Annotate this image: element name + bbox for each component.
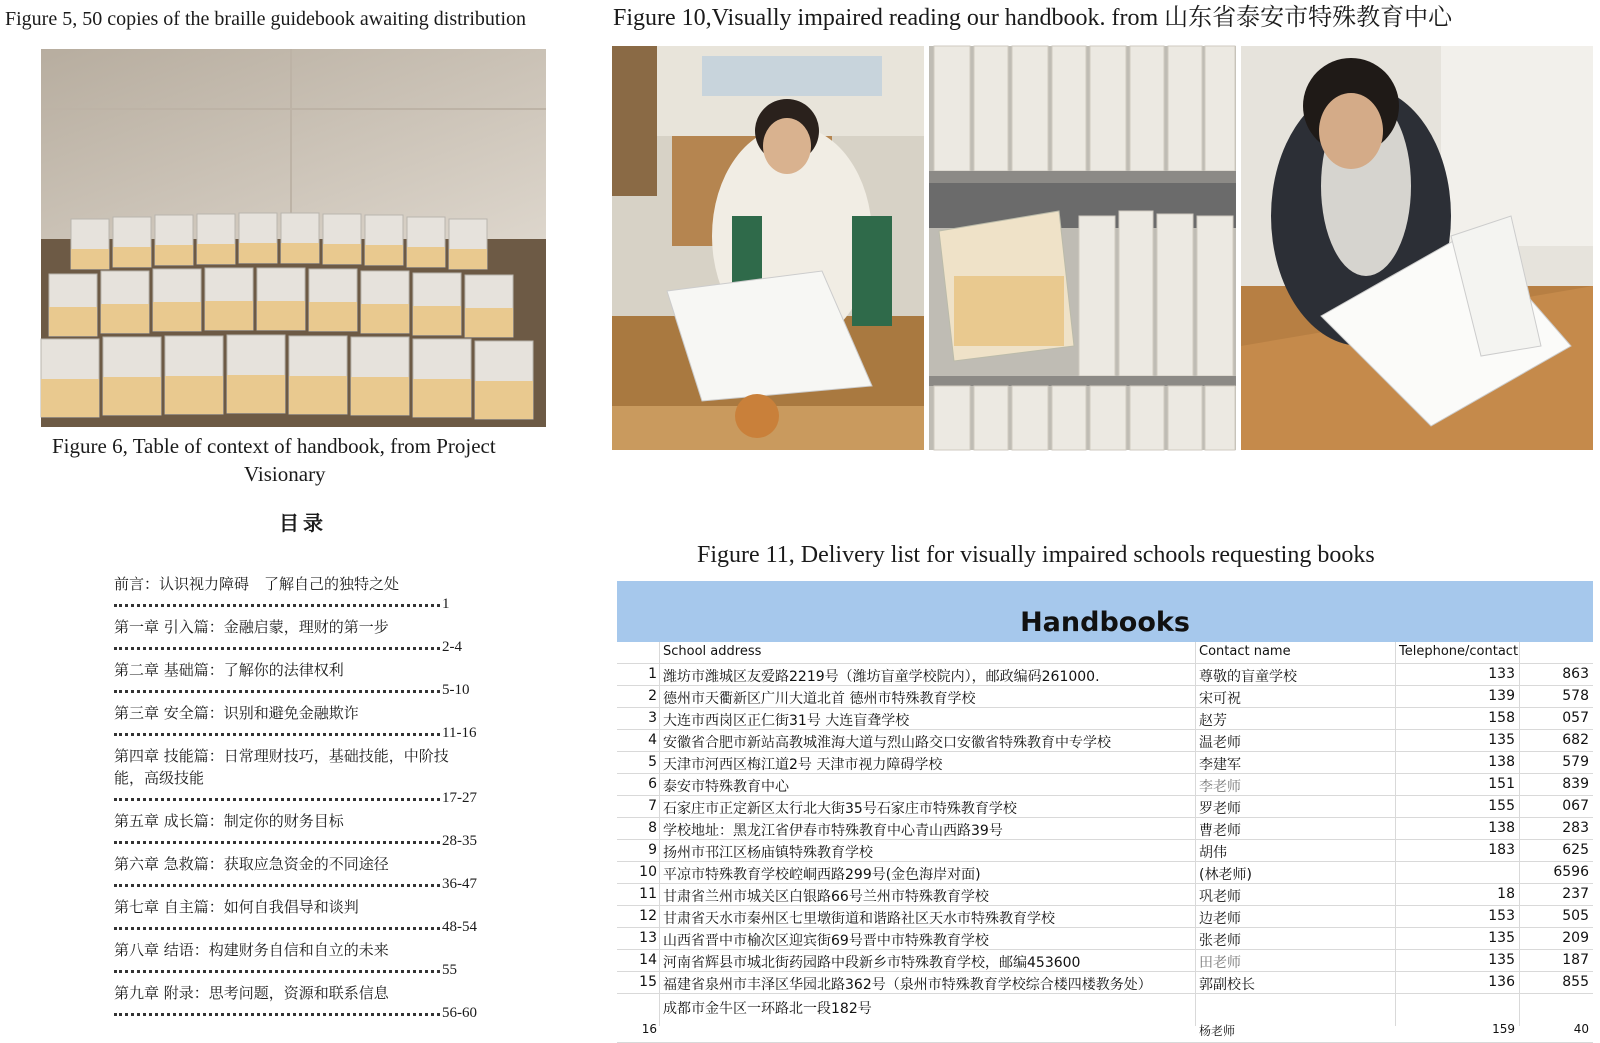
toc-title: 目录	[279, 511, 327, 535]
toc-entry	[114, 702, 486, 744]
toc-leader	[114, 681, 486, 701]
toc-entry	[114, 573, 486, 615]
contact-name-cell: 宋可祝	[1199, 691, 1241, 707]
school-address-cell: 河南省辉县市城北街药园路中段新乡市特殊教育学校，邮编453600	[663, 955, 1081, 971]
toc-leader	[114, 638, 486, 658]
row-number: 4	[648, 732, 657, 748]
toc-dot-leader	[114, 1013, 440, 1016]
toc-entry-title: 第五章 成长篇：制定你的财务目标	[114, 812, 344, 830]
header-contact-name: Contact name	[1199, 644, 1291, 659]
toc-leader	[114, 918, 486, 938]
table-row	[617, 664, 1593, 686]
contact-name-cell: 李老师	[1199, 779, 1241, 795]
table-row	[617, 884, 1593, 906]
school-address-cell: 平凉市特殊教育学校崆峒西路299号(金色海岸对面)	[663, 867, 981, 883]
school-address-cell: 天津市河西区梅江道2号 天津市视力障碍学校	[663, 757, 943, 773]
telephone-cell: 139	[1488, 688, 1515, 704]
figure-5-caption: Figure 5, 50 copies of the braille guidebook awaiting distribution	[5, 8, 527, 30]
toc-page-number: 28-35	[442, 833, 477, 849]
telephone-suffix-cell: 855	[1562, 974, 1589, 990]
row-number: 11	[639, 886, 657, 902]
header-school-address: School address	[663, 644, 762, 659]
student-turning-pages-photo	[1241, 46, 1593, 450]
toc-leader	[114, 595, 486, 615]
toc-page-number: 36-47	[442, 876, 477, 892]
row-number: 1	[648, 666, 657, 682]
table-row	[617, 752, 1593, 774]
contact-name-cell: 边老师	[1199, 911, 1241, 927]
contact-name-cell: 张老师	[1199, 933, 1241, 949]
toc-entry-title: 第八章 结语：构建财务自信和自立的未来	[114, 941, 389, 959]
row-number: 7	[648, 798, 657, 814]
contact-name-cell: 曹老师	[1199, 823, 1241, 839]
toc-page-number: 17-27	[442, 790, 477, 806]
toc-leader	[114, 724, 486, 744]
delivery-table	[617, 581, 1593, 1038]
table-grid	[617, 642, 1593, 1043]
toc-entry-title: 第九章 附录：思考问题，资源和联系信息	[114, 984, 389, 1002]
table-row	[617, 730, 1593, 752]
toc-page-number: 56-60	[442, 1005, 477, 1021]
school-address-cell: 大连市西岗区正仁街31号 大连盲聋学校	[663, 713, 910, 729]
toc-entry-title: 第六章 急救篇：获取应急资金的不同途径	[114, 855, 389, 873]
telephone-cell: 183	[1488, 842, 1515, 858]
telephone-cell: 158	[1488, 710, 1515, 726]
telephone-suffix-cell: 40	[1573, 1022, 1589, 1036]
toc-dot-leader	[114, 690, 440, 693]
header-telephone: Telephone/contact	[1399, 644, 1519, 659]
school-address-cell: 甘肃省天水市秦州区七里墩街道和谐路社区天水市特殊教育学校	[663, 911, 1055, 927]
telephone-suffix-cell: 578	[1562, 688, 1589, 704]
toc-dot-leader	[114, 970, 440, 973]
telephone-suffix-cell: 579	[1562, 754, 1589, 770]
toc-entry-title: 前言：认识视力障碍 了解自己的独特之处	[114, 575, 400, 593]
telephone-suffix-cell: 237	[1562, 886, 1589, 902]
telephone-cell: 136	[1488, 974, 1515, 990]
telephone-cell: 135	[1488, 952, 1515, 968]
toc-dot-leader	[114, 927, 440, 930]
toc-dot-leader	[114, 604, 440, 607]
toc-page-number: 11-16	[442, 725, 477, 741]
contact-name-cell: 巩老师	[1199, 889, 1241, 905]
toc-dot-leader	[114, 733, 440, 736]
toc-dot-leader	[114, 798, 440, 801]
telephone-suffix-cell: 067	[1562, 798, 1589, 814]
table-row	[617, 928, 1593, 950]
toc-dot-leader	[114, 841, 440, 844]
toc-leader	[114, 789, 486, 809]
telephone-suffix-cell: 505	[1562, 908, 1589, 924]
telephone-suffix-cell: 6596	[1553, 864, 1589, 880]
contact-name-cell: (林老师)	[1199, 867, 1252, 883]
toc-entry	[114, 939, 486, 981]
table-row	[617, 840, 1593, 862]
school-address-cell: 成都市金牛区一环路北一段182号	[663, 1001, 872, 1017]
student-reading-braille-photo	[612, 46, 924, 450]
figure-10-caption: Figure 10,Visually impaired reading our handbook. from 山东省泰安市特殊教育中心	[613, 5, 1453, 31]
table-row	[617, 906, 1593, 928]
contact-name-cell: 李建军	[1199, 757, 1241, 773]
figure-11-caption: Figure 11, Delivery list for visually impaired schools requesting books	[697, 542, 1375, 568]
figure-6-caption-line2: Visionary	[244, 462, 326, 486]
school-address-cell: 潍坊市潍城区友爱路2219号（潍坊盲童学校院内），邮政编码261000.	[663, 669, 1100, 685]
school-address-cell: 泰安市特殊教育中心	[663, 779, 789, 795]
telephone-suffix-cell: 863	[1562, 666, 1589, 682]
toc-entry-title: 第四章 技能篇：日常理财技巧，基础技能，中阶技	[114, 747, 449, 765]
row-number: 14	[639, 952, 657, 968]
row-number: 5	[648, 754, 657, 770]
toc-entry	[114, 745, 486, 809]
toc-dot-leader	[114, 884, 440, 887]
contact-name-cell: 温老师	[1199, 735, 1241, 751]
telephone-cell: 133	[1488, 666, 1515, 682]
row-number: 8	[648, 820, 657, 836]
toc-entry	[114, 853, 486, 895]
row-number: 6	[648, 776, 657, 792]
table-row	[617, 950, 1593, 972]
table-title: Handbooks	[1020, 607, 1190, 638]
table-row	[617, 994, 1593, 1043]
toc-entry-title: 第一章 引入篇：金融启蒙，理财的第一步	[114, 618, 389, 636]
toc-leader	[114, 1004, 486, 1024]
toc-page-number: 2-4	[442, 639, 462, 655]
row-number: 10	[639, 864, 657, 880]
telephone-suffix-cell: 682	[1562, 732, 1589, 748]
school-address-cell: 石家庄市正定新区太行北大街35号石家庄市特殊教育学校	[663, 801, 1017, 817]
table-row	[617, 972, 1593, 994]
toc-dot-leader	[114, 647, 440, 650]
toc-entry-title: 第三章 安全篇：识别和避免金融欺诈	[114, 704, 359, 722]
contact-name-cell: 郭副校长	[1199, 977, 1255, 993]
bookshelf-handbooks-photo	[929, 46, 1236, 450]
row-number: 9	[648, 842, 657, 858]
toc-page-number: 5-10	[442, 682, 470, 698]
row-number: 2	[648, 688, 657, 704]
table-title-banner	[617, 581, 1593, 642]
telephone-suffix-cell: 839	[1562, 776, 1589, 792]
row-number: 3	[648, 710, 657, 726]
telephone-cell: 155	[1488, 798, 1515, 814]
table-row	[617, 796, 1593, 818]
toc-page-number: 48-54	[442, 919, 477, 935]
toc-leader	[114, 961, 486, 981]
table-row	[617, 686, 1593, 708]
toc-leader	[114, 875, 486, 895]
telephone-suffix-cell: 625	[1562, 842, 1589, 858]
telephone-cell: 138	[1488, 754, 1515, 770]
toc-entry	[114, 896, 486, 938]
telephone-cell: 138	[1488, 820, 1515, 836]
telephone-suffix-cell: 283	[1562, 820, 1589, 836]
table-row	[617, 862, 1593, 884]
row-number: 16	[641, 1022, 657, 1036]
row-number: 13	[639, 930, 657, 946]
table-row	[617, 774, 1593, 796]
toc-leader	[114, 832, 486, 852]
telephone-cell: 135	[1488, 930, 1515, 946]
row-number: 15	[639, 974, 657, 990]
toc-entry-title: 能，高级技能	[114, 769, 205, 787]
toc-entry	[114, 982, 486, 1024]
telephone-cell: 18	[1497, 886, 1515, 902]
contact-name-cell: 胡伟	[1199, 845, 1227, 861]
school-address-cell: 德州市天衢新区广川大道北首 德州市特殊教育学校	[663, 691, 976, 707]
telephone-cell: 151	[1488, 776, 1515, 792]
telephone-suffix-cell: 187	[1562, 952, 1589, 968]
school-address-cell: 甘肃省兰州市城关区白银路66号兰州市特殊教育学校	[663, 889, 989, 905]
figure-6-caption-line1: Figure 6, Table of context of handbook, from Project	[52, 434, 496, 458]
telephone-cell: 159	[1492, 1022, 1515, 1036]
contact-name-cell: 田老师	[1199, 955, 1241, 971]
row-number: 12	[639, 908, 657, 924]
telephone-suffix-cell: 057	[1562, 710, 1589, 726]
telephone-cell: 135	[1488, 732, 1515, 748]
toc-entry-title: 第二章 基础篇：了解你的法律权利	[114, 661, 344, 679]
toc-page-number: 1	[442, 596, 450, 612]
toc-entry	[114, 810, 486, 852]
toc-entry-title: 第七章 自主篇：如何自我倡导和谈判	[114, 898, 359, 916]
school-address-cell: 学校地址：黑龙江省伊春市特殊教育中心青山西路39号	[663, 823, 1003, 839]
contact-name-cell: 罗老师	[1199, 801, 1241, 817]
table-header-row	[617, 642, 1593, 664]
table-row	[617, 818, 1593, 840]
contact-name-cell: 赵芳	[1199, 713, 1227, 729]
school-address-cell: 安徽省合肥市新站高教城淮海大道与烈山路交口安徽省特殊教育中专学校	[663, 735, 1111, 751]
toc-entry	[114, 659, 486, 701]
toc-page-number: 55	[442, 962, 457, 978]
contact-name-cell: 杨老师	[1199, 1024, 1236, 1038]
toc-entry	[114, 616, 486, 658]
school-address-cell: 山西省晋中市榆次区迎宾街69号晋中市特殊教育学校	[663, 933, 989, 949]
handbook-stack-photo	[41, 49, 546, 427]
telephone-cell: 153	[1488, 908, 1515, 924]
telephone-suffix-cell: 209	[1562, 930, 1589, 946]
table-row	[617, 708, 1593, 730]
contact-name-cell: 尊敬的盲童学校	[1199, 669, 1297, 685]
table-of-contents	[114, 573, 486, 1025]
school-address-cell: 福建省泉州市丰泽区华园北路362号（泉州市特殊教育学校综合楼四楼教务处）	[663, 977, 1152, 993]
school-address-cell: 扬州市邗江区杨庙镇特殊教育学校	[663, 845, 873, 861]
